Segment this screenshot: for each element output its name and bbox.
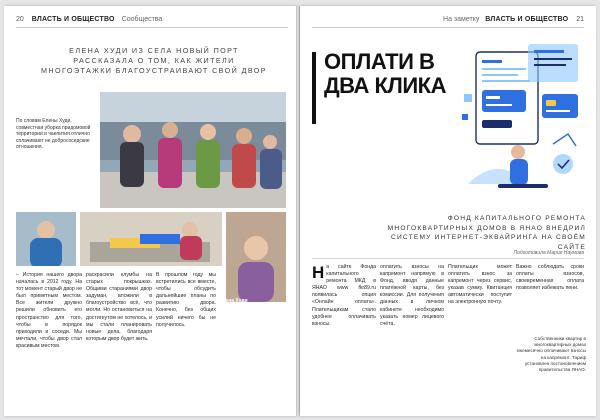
text-column-1: – История нашего двора началась в 2012 году. На тот момент старый двор не был приметным местом. Все жители дружно решили обновить его пространство для того, чтобы в порядок приходили и соседи. Мы мечтали, чтобы двор стал красивым местом. xyxy=(16,272,82,349)
section-title: ВЛАСТЬ И ОБЩЕСТВО xyxy=(31,16,115,23)
text-column-3: Плательщик может оплатить взнос за капремонт через сервис, указав сумму. Квитанция автоматически поступит на электронную почту. xyxy=(448,264,512,306)
text-column-1-body: а сайте Фонда капитального ремонта МКД в ЯНАО www fkr89.ru появилась опция «Онлайн оплата». Плательщикам стало удобнее оплачивать взносы. xyxy=(312,264,376,327)
photo-credit: Елена Худи xyxy=(219,298,248,304)
text-column-2: оплатить взносы на капремонт напрямую в Фонд, вводя данные платёжной карты, без комиссии. Для получения данных в личном кабинете необходимо указать номер лицевого счёта. xyxy=(380,264,444,327)
worker-photo xyxy=(16,212,76,266)
byline: Подготовила Мария Наумова xyxy=(513,250,584,256)
payment-illustration xyxy=(458,34,588,204)
header-rule xyxy=(16,27,288,28)
portrait-photo xyxy=(226,212,286,302)
body-rule xyxy=(312,258,584,259)
text-column-1 xyxy=(312,264,376,328)
text-column-3: В прошлом году мы встретились все вместе, чтобы обсудить дальнейшие планы по развитию двора. Конечно, без общих усилий ничего бы не получилось. xyxy=(156,272,216,328)
page-number: 21 xyxy=(576,16,584,23)
painting-photo xyxy=(80,212,222,266)
right-page xyxy=(300,6,596,416)
left-page-header xyxy=(16,16,162,23)
subsection-title: На заметку xyxy=(443,16,480,23)
right-page-header xyxy=(443,16,584,23)
header-rule xyxy=(312,27,584,28)
photo-strip xyxy=(16,212,286,266)
title-accent-bar xyxy=(312,52,316,124)
subsection-title: Сообщества xyxy=(121,16,163,23)
article-lede: ЕЛЕНА ХУДИ ИЗ СЕЛА НОВЫЙ ПОРТ РАССКАЗАЛА О ТОМ, КАК ЖИТЕЛИ МНОГОЭТАЖКИ БЛАГОУСТРАИВАЮТ СВОЙ ДВОР xyxy=(41,46,267,75)
drop-cap: Н xyxy=(312,263,325,282)
section-title: ВЛАСТЬ И ОБЩЕСТВО xyxy=(485,16,569,23)
page-number: 20 xyxy=(16,16,24,23)
article-dek: ФОНД КАПИТАЛЬНОГО РЕМОНТА МНОГОКВАРТИРНЫХ ДОМОВ В ЯНАО ВНЕДРИЛ СИСТЕМУ ИНТЕРНЕТ-ЭКВАЙРИНГА НА СВОЁМ САЙТЕ xyxy=(387,215,586,251)
text-column-4: Важно соблюдать сроки оплаты взносов, своевременная оплата позволяет избежать пени. xyxy=(516,264,584,292)
photo-caption: По словам Елены Худи, совместная уборка придомовой территории и чаепития отлично сплачивают не добрососедские отношения. xyxy=(16,118,91,151)
left-page xyxy=(4,6,296,416)
text-column-2: раскрасили клумбы на старых покрышках. Общими стараниями двор задуман, вложили в благоустройство всё, что могли. Но остановиться на достигнутом не хотелось, и мы стали планировать новые дела, благодаря которым двор будет жить. xyxy=(86,272,152,342)
side-note: Собственники квартир в многоквартирных домах ежемесячно оплачивают взносы на капремонт. Тариф установлен постановлением правительства ЯНАО. xyxy=(516,336,586,373)
group-photo xyxy=(100,92,286,208)
article-title: ОПЛАТИ В ДВА КЛИКА xyxy=(324,49,446,98)
